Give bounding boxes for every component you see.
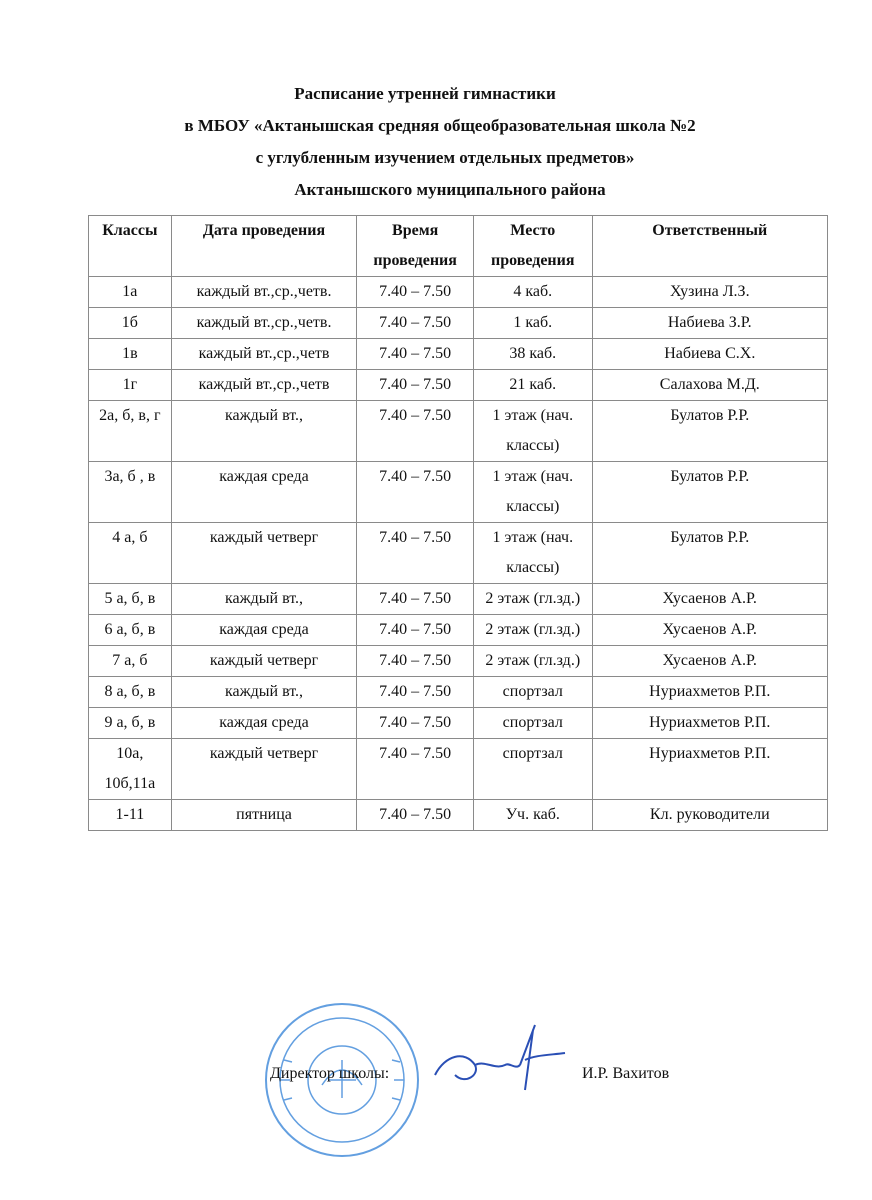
cell-classes: 1г	[89, 370, 172, 401]
cell-time: 7.40 – 7.50	[357, 584, 474, 615]
cell-date: каждый четверг	[171, 646, 357, 677]
cell-date: каждый вт.,	[171, 584, 357, 615]
cell-classes: 4 а, б	[89, 523, 172, 584]
cell-time: 7.40 – 7.50	[357, 339, 474, 370]
cell-date: каждый вт.,ср.,четв.	[171, 308, 357, 339]
header-responsible: Ответственный	[592, 216, 827, 277]
cell-time: 7.40 – 7.50	[357, 708, 474, 739]
cell-classes: 8 а, б, в	[89, 677, 172, 708]
director-label: Директор школы:	[270, 1065, 390, 1082]
cell-responsible: Булатов Р.Р.	[592, 523, 827, 584]
cell-place: спортзал	[473, 739, 592, 800]
table-row	[89, 584, 828, 615]
cell-time: 7.40 – 7.50	[357, 646, 474, 677]
cell-classes: 5 а, б, в	[89, 584, 172, 615]
schedule-table	[88, 215, 828, 831]
table-row	[89, 800, 828, 831]
cell-place: 21 каб.	[473, 370, 592, 401]
cell-place: 4 каб.	[473, 277, 592, 308]
cell-time: 7.40 – 7.50	[357, 401, 474, 462]
signature-line	[270, 1065, 830, 1095]
table-row	[89, 708, 828, 739]
cell-time: 7.40 – 7.50	[357, 462, 474, 523]
header-date: Дата проведения	[171, 216, 357, 277]
cell-place: 2 этаж (гл.зд.)	[473, 615, 592, 646]
cell-classes: 10а, 10б,11а	[89, 739, 172, 800]
table-row	[89, 739, 828, 800]
cell-time: 7.40 – 7.50	[357, 523, 474, 584]
cell-responsible: Булатов Р.Р.	[592, 462, 827, 523]
cell-place: спортзал	[473, 708, 592, 739]
header-time: Время проведения	[357, 216, 474, 277]
title-line-2: в МБОУ «Актанышская средняя общеобразовательная школа №2	[184, 116, 696, 135]
cell-responsible: Нуриахметов Р.П.	[592, 708, 827, 739]
cell-place: Уч. каб.	[473, 800, 592, 831]
cell-place: спортзал	[473, 677, 592, 708]
cell-place: 1 этаж (нач. классы)	[473, 401, 592, 462]
table-header-row	[89, 216, 828, 277]
cell-place: 1 этаж (нач. классы)	[473, 462, 592, 523]
cell-time: 7.40 – 7.50	[357, 739, 474, 800]
table-row	[89, 370, 828, 401]
cell-classes: 9 а, б, в	[89, 708, 172, 739]
cell-time: 7.40 – 7.50	[357, 370, 474, 401]
cell-responsible: Нуриахметов Р.П.	[592, 739, 827, 800]
cell-responsible: Кл. руководители	[592, 800, 827, 831]
table-row	[89, 646, 828, 677]
header-place: Место проведения	[473, 216, 592, 277]
cell-place: 1 каб.	[473, 308, 592, 339]
cell-classes: 1-11	[89, 800, 172, 831]
cell-date: каждый четверг	[171, 739, 357, 800]
cell-classes: 1б	[89, 308, 172, 339]
cell-responsible: Хусаенов А.Р.	[592, 584, 827, 615]
cell-responsible: Хусаенов А.Р.	[592, 646, 827, 677]
cell-place: 2 этаж (гл.зд.)	[473, 646, 592, 677]
table-row	[89, 308, 828, 339]
cell-date: каждый вт.,	[171, 677, 357, 708]
table-row	[89, 615, 828, 646]
cell-classes: 2а, б, в, г	[89, 401, 172, 462]
table-row	[89, 339, 828, 370]
cell-date: каждая среда	[171, 708, 357, 739]
table-row	[89, 462, 828, 523]
cell-time: 7.40 – 7.50	[357, 800, 474, 831]
director-name: И.Р. Вахитов	[582, 1065, 670, 1082]
cell-responsible: Набиева З.Р.	[592, 308, 827, 339]
table-row	[89, 277, 828, 308]
header-classes: Классы	[89, 216, 172, 277]
cell-responsible: Хузина Л.З.	[592, 277, 827, 308]
cell-classes: 7 а, б	[89, 646, 172, 677]
cell-date: каждая среда	[171, 615, 357, 646]
cell-responsible: Набиева С.Х.	[592, 339, 827, 370]
cell-date: каждый вт.,ср.,четв	[171, 370, 357, 401]
cell-classes: 1в	[89, 339, 172, 370]
table-row	[89, 401, 828, 462]
cell-date: каждый вт.,ср.,четв.	[171, 277, 357, 308]
title-line-4: Актанышского муниципального района	[294, 180, 606, 199]
cell-date: каждая среда	[171, 462, 357, 523]
cell-place: 38 каб.	[473, 339, 592, 370]
title-line-1: Расписание утренней гимнастики	[294, 84, 556, 103]
cell-time: 7.40 – 7.50	[357, 677, 474, 708]
table-row	[89, 677, 828, 708]
cell-responsible: Хусаенов А.Р.	[592, 615, 827, 646]
table-row	[89, 523, 828, 584]
title-line-3: с углубленным изучением отдельных предметов»	[255, 148, 635, 167]
cell-responsible: Булатов Р.Р.	[592, 401, 827, 462]
cell-time: 7.40 – 7.50	[357, 308, 474, 339]
cell-place: 1 этаж (нач. классы)	[473, 523, 592, 584]
cell-place: 2 этаж (гл.зд.)	[473, 584, 592, 615]
cell-classes: 3а, б , в	[89, 462, 172, 523]
document-title	[90, 78, 872, 206]
cell-responsible: Салахова М.Д.	[592, 370, 827, 401]
cell-date: каждый четверг	[171, 523, 357, 584]
cell-time: 7.40 – 7.50	[357, 615, 474, 646]
cell-time: 7.40 – 7.50	[357, 277, 474, 308]
cell-classes: 1а	[89, 277, 172, 308]
cell-date: пятница	[171, 800, 357, 831]
cell-responsible: Нуриахметов Р.П.	[592, 677, 827, 708]
cell-date: каждый вт.,ср.,четв	[171, 339, 357, 370]
cell-classes: 6 а, б, в	[89, 615, 172, 646]
cell-date: каждый вт.,	[171, 401, 357, 462]
